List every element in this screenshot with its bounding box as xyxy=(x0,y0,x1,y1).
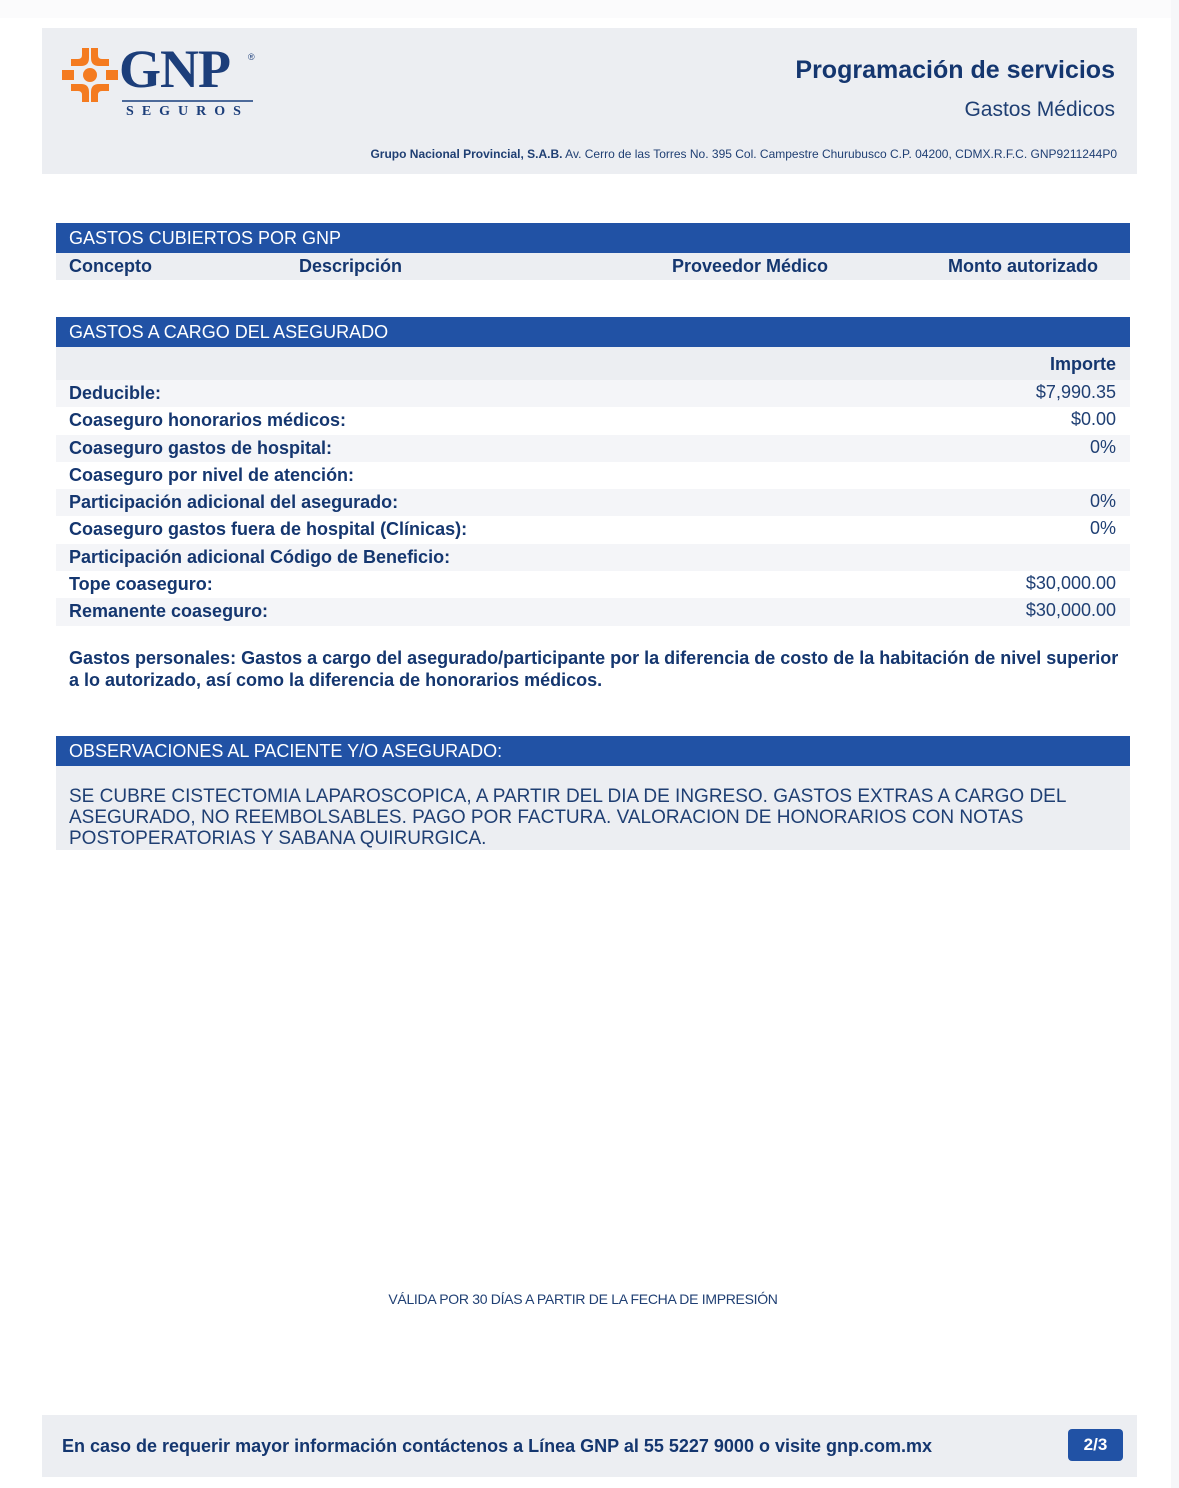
document-footer xyxy=(42,1415,1137,1477)
logo-subtext: SEGUROS xyxy=(126,104,249,119)
page-number-badge: 2/3 xyxy=(1068,1429,1123,1461)
registered-mark: ® xyxy=(248,52,255,62)
row-label: Remanente coaseguro: xyxy=(69,601,269,622)
contact-info: En caso de requerir mayor información contáctenos a Línea GNP al 55 5227 9000 o visite gnp.com.mx xyxy=(62,1436,932,1456)
column-header-proveedor: Proveedor Médico xyxy=(672,256,829,276)
page-title: Programación de servicios xyxy=(795,56,1115,84)
table-header xyxy=(56,347,1130,380)
page-subtitle: Gastos Médicos xyxy=(964,98,1115,121)
table-row-participacion-adicional xyxy=(56,489,1130,516)
observaciones-text: SE CUBRE CISTECTOMIA LAPAROSCOPICA, A PARTIR DEL DIA DE INGRESO. GASTOS EXTRAS A CARGO DEL ASEGURADO, NO REEMBOLSABLES. PAGO POR FACTURA. VALORACION DE HONORARIOS CON NOTAS POSTOPERATORIAS Y SABANA QUIRURGICA. xyxy=(56,766,1130,850)
page-right-margin xyxy=(1171,0,1179,1488)
table-row-tope-coaseguro xyxy=(56,571,1130,598)
row-value: $30,000.00 xyxy=(1025,573,1116,594)
validity-notice: VÁLIDA POR 30 DÍAS A PARTIR DE LA FECHA DE IMPRESIÓN xyxy=(388,1291,778,1307)
section-header-gastos-asegurado: GASTOS A CARGO DEL ASEGURADO xyxy=(56,317,1130,347)
row-value: 0% xyxy=(1089,491,1116,512)
row-label: Participación adicional Código de Beneficio: xyxy=(69,546,451,567)
row-label: Deducible: xyxy=(69,383,162,403)
column-header-importe: Importe xyxy=(1049,354,1116,374)
logo-divider xyxy=(122,100,253,102)
document-header xyxy=(42,28,1137,174)
row-value: $30,000.00 xyxy=(1025,600,1116,621)
table-row-remanente-coaseguro xyxy=(56,598,1130,625)
logo-wordmark: GNP xyxy=(119,39,230,99)
table-row-coaseguro-honorarios xyxy=(56,407,1130,434)
column-header-concepto: Concepto xyxy=(69,256,152,276)
section-header-gastos-cubiertos: GASTOS CUBIERTOS POR GNP xyxy=(56,223,1130,253)
row-label: Coaseguro gastos fuera de hospital (Clínicas): xyxy=(69,519,468,540)
gnp-cross-logo-icon xyxy=(62,46,118,104)
gastos-personales-note: Gastos personales: Gastos a cargo del asegurado/participante por la diferencia de costo de la habitación de nivel superior a lo autorizado, así como la diferencia de honorarios médicos. xyxy=(69,648,1119,690)
gastos-cubiertos-column-headers xyxy=(56,253,1130,280)
row-value: $0.00 xyxy=(1070,409,1116,430)
row-label: Tope coaseguro: xyxy=(69,574,213,595)
table-row-coaseguro-clinicas xyxy=(56,516,1130,543)
address-text: Av. Cerro de las Torres No. 395 Col. Campestre Churubusco C.P. 04200, CDMX.R.F.C. GNP9211244P0 xyxy=(565,147,1117,161)
company-address xyxy=(370,147,1117,161)
row-label: Participación adicional del asegurado: xyxy=(69,492,399,513)
table-row-coaseguro-nivel xyxy=(56,462,1130,489)
row-value: 0% xyxy=(1089,436,1116,457)
row-label: Coaseguro honorarios médicos: xyxy=(69,410,347,431)
column-header-descripcion: Descripción xyxy=(299,256,403,276)
row-label: Coaseguro por nivel de atención: xyxy=(69,464,355,485)
table-row-deducible xyxy=(56,380,1130,407)
row-value: $7,990.35 xyxy=(1035,382,1116,402)
row-label: Coaseguro gastos de hospital: xyxy=(69,437,333,458)
section-header-observaciones: OBSERVACIONES AL PACIENTE Y/O ASEGURADO: xyxy=(56,736,1130,766)
company-name: Grupo Nacional Provincial, S.A.B. xyxy=(370,147,563,161)
table-row-coaseguro-hospital xyxy=(56,435,1130,462)
gnp-logo xyxy=(62,39,262,126)
row-value: 0% xyxy=(1089,518,1116,539)
page-top-margin xyxy=(0,0,1179,18)
table-row-codigo-beneficio xyxy=(56,544,1130,571)
gastos-asegurado-table xyxy=(56,347,1130,626)
column-header-monto: Monto autorizado xyxy=(948,256,1098,276)
